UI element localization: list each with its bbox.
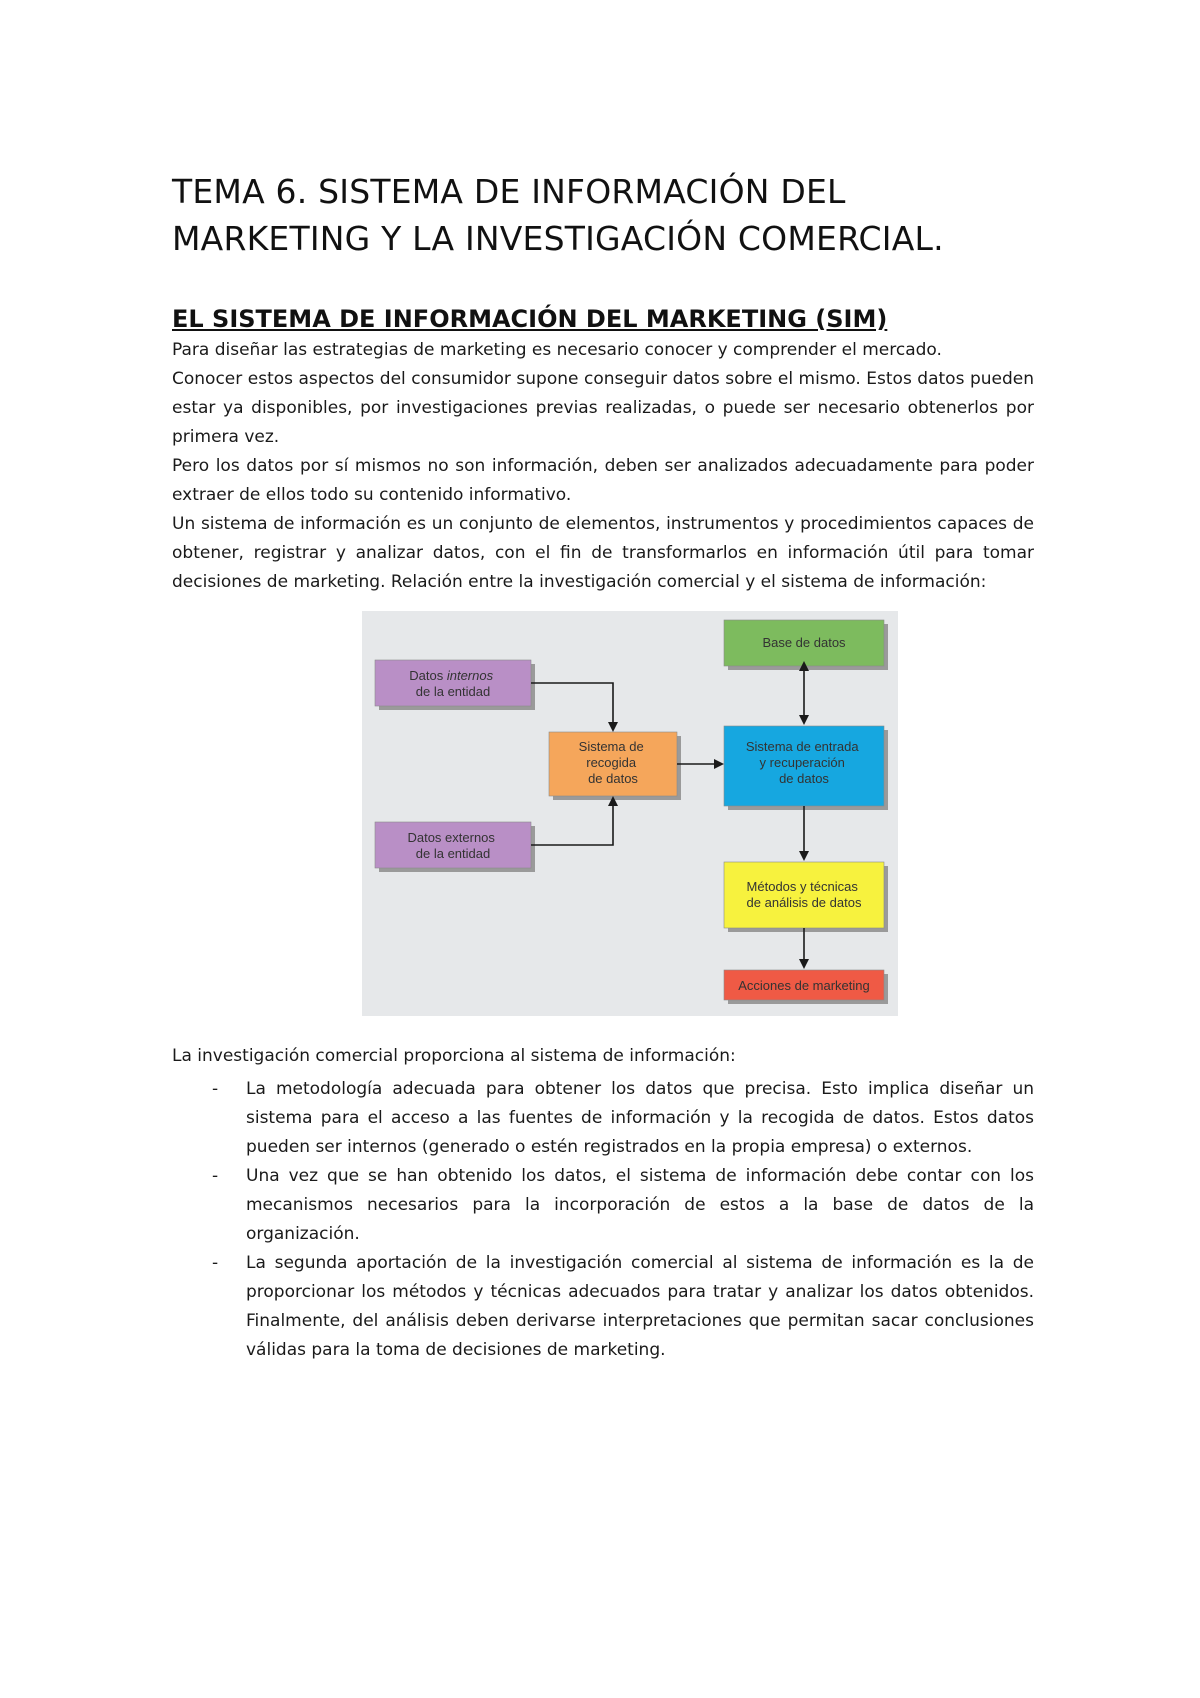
paragraph-2: Conocer estos aspectos del consumidor supone conseguir datos sobre el mismo. Estos datos pueden estar ya disponibles, por investigaciones previas realizadas, o puede ser necesario obtenerlos por primera vez. [172, 369, 1034, 447]
box-datos-internos [375, 660, 531, 706]
section-heading: EL SISTEMA DE INFORMACIÓN DEL MARKETING (SIM) [172, 305, 888, 333]
list-item-text: Una vez que se han obtenido los datos, el sistema de información debe contar con los mecanismos necesarios para la incorporación de estos a la base de datos de la organización. [246, 1166, 1034, 1244]
label-sistema-recogida: Sistema de recogida de datos [578, 739, 644, 786]
list-item [172, 1075, 1034, 1162]
sim-flow-diagram [362, 611, 898, 1016]
label-sistema-entrada: Sistema de entrada y recuperación de datos [745, 739, 859, 786]
list-dash: - [212, 1079, 219, 1099]
intro-paragraphs [172, 336, 1034, 597]
diagram-canvas [362, 611, 898, 1016]
list-dash: - [212, 1166, 219, 1186]
list-dash: - [212, 1253, 219, 1273]
paragraph-1: Para diseñar las estrategias de marketing es necesario conocer y comprender el mercado. [172, 340, 942, 360]
label-acciones-marketing: Acciones de marketing [738, 978, 870, 993]
label-metodos-tecnicas: Métodos y técnicas de análisis de datos [746, 879, 862, 910]
list-item-text: La metodología adecuada para obtener los datos que precisa. Esto implica diseñar un sistema para el acceso a las fuentes de información y la recogida de datos. Estos datos pueden ser internos (generado o estén registrados en la propia empresa) o externos. [246, 1079, 1034, 1157]
list-item [172, 1249, 1034, 1365]
paragraph-3: Pero los datos por sí mismos no son información, deben ser analizados adecuadamente para poder extraer de ellos todo su contenido informativo. [172, 456, 1034, 505]
list-item-text: La segunda aportación de la investigación comercial al sistema de información es la de proporcionar los métodos y técnicas adecuados para tratar y analizar los datos obtenidos. Finalmente, del análisis deben derivarse interpretaciones que permitan sacar conclusiones válidas para la toma de decisiones de marketing. [246, 1253, 1034, 1360]
document-page [172, 168, 1034, 1365]
list-item [172, 1162, 1034, 1249]
contribution-list [172, 1075, 1034, 1365]
label-datos-externos: Datos externos de la entidad [407, 830, 495, 861]
intro-line: La investigación comercial proporciona al sistema de información: [172, 1046, 736, 1066]
label-datos-internos: Datos internos de la entidad [409, 668, 494, 699]
label-base-datos: Base de datos [762, 635, 846, 650]
document-title: TEMA 6. SISTEMA DE INFORMACIÓN DEL MARKETING Y LA INVESTIGACIÓN COMERCIAL. [172, 172, 944, 258]
paragraph-4: Un sistema de información es un conjunto de elementos, instrumentos y procedimientos capaces de obtener, registrar y analizar datos, con el fin de transformarlos en información útil para tomar decisiones de marketing. Relación entre la investigación comercial y el sistema de información: [172, 514, 1034, 592]
box-datos-externos [375, 822, 531, 868]
